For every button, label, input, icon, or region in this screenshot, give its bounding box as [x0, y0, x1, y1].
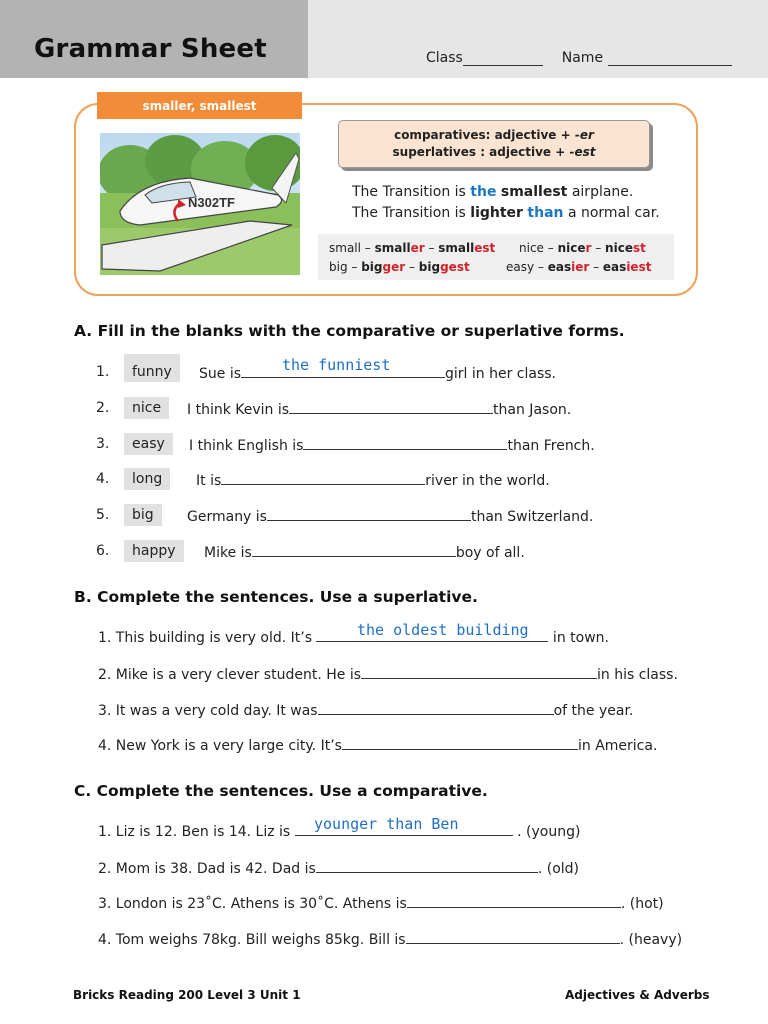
example-superlative: The Transition is the smallest airplane.	[352, 184, 634, 200]
section-c-item: 2. Mom is 38. Dad is 42. Dad is . (old)	[98, 861, 579, 877]
hint-word: happy	[124, 540, 184, 562]
rule-superlatives: superlatives : adjective + -est	[392, 145, 596, 159]
section-b-title: B. Complete the sentences. Use a superlative.	[74, 588, 478, 606]
section-b-item: 4. New York is a very large city. It’s in America.	[98, 738, 658, 754]
answer-blank[interactable]	[267, 507, 471, 521]
answer-blank[interactable]	[342, 736, 578, 750]
class-name-fields	[426, 50, 732, 66]
name-blank[interactable]	[608, 52, 732, 66]
forms-big: big – bigger – biggest	[329, 260, 470, 274]
hint-word: long	[124, 468, 170, 490]
section-b-item: 2. Mike is a very clever student. He is in his class.	[98, 667, 678, 683]
forms-small: small – smaller – smallest	[329, 241, 496, 255]
forms-nice: nice – nicer – nicest	[519, 241, 646, 255]
section-a-title: A. Fill in the blanks with the comparative or superlative forms.	[74, 322, 625, 340]
question-text: Sue is girl in her class.	[199, 366, 556, 382]
example-comparative: The Transition is lighter than a normal car.	[352, 205, 660, 221]
info-tab: smaller, smallest	[97, 92, 302, 119]
hint-word: easy	[124, 433, 173, 455]
airplane-illustration	[100, 133, 300, 275]
header-right-band	[308, 0, 768, 78]
question-text: Germany is than Switzerland.	[187, 509, 594, 525]
section-c-item: 3. London is 23˚C. Athens is 30˚C. Athens is . (hot)	[98, 896, 664, 912]
question-text: I think English is than French.	[189, 438, 595, 454]
footer-topic: Adjectives & Adverbs	[565, 988, 710, 1002]
forms-easy: easy – easier – easiest	[506, 260, 652, 274]
airplane-svg	[100, 133, 300, 275]
rule-comparatives: comparatives: adjective + -er	[394, 128, 594, 142]
section-b-item: 1. This building is very old. It’s in town.	[98, 630, 609, 646]
handwritten-answer: the funniest	[282, 356, 391, 374]
item-number: 6.	[96, 543, 110, 559]
section-c-item: 4. Tom weighs 78kg. Bill weighs 85kg. Bill is . (heavy)	[98, 932, 683, 948]
handwritten-answer: the oldest building	[357, 621, 529, 639]
answer-blank[interactable]	[318, 701, 554, 715]
hint-word: funny	[124, 354, 180, 382]
item-number: 4.	[96, 471, 110, 487]
section-b-item: 3. It was a very cold day. It was of the year.	[98, 703, 634, 719]
answer-blank[interactable]	[316, 859, 538, 873]
footer-book-title: Bricks Reading 200 Level 3 Unit 1	[73, 988, 301, 1002]
name-label: Name	[561, 50, 604, 66]
hint-word: nice	[124, 397, 169, 419]
answer-blank[interactable]	[221, 471, 425, 485]
item-number: 2.	[96, 400, 110, 416]
handwritten-answer: younger than Ben	[314, 815, 459, 833]
class-label: Class	[426, 50, 463, 66]
adjective-forms-box	[318, 234, 674, 280]
item-number: 5.	[96, 507, 110, 523]
item-number: 1.	[96, 364, 110, 380]
answer-blank[interactable]	[303, 436, 507, 450]
rule-card	[338, 120, 650, 168]
question-text: I think Kevin is than Jason.	[187, 402, 572, 418]
answer-blank[interactable]	[406, 930, 620, 944]
answer-blank[interactable]	[407, 894, 621, 908]
question-text: It is river in the world.	[196, 473, 550, 489]
section-c-item: 1. Liz is 12. Ben is 14. Liz is . (young)	[98, 824, 581, 840]
section-c-title: C. Complete the sentences. Use a comparative.	[74, 782, 488, 800]
answer-blank[interactable]	[289, 400, 493, 414]
page-header	[0, 0, 768, 78]
class-blank[interactable]	[463, 52, 543, 66]
hint-word: big	[124, 504, 162, 526]
question-text: Mike is boy of all.	[204, 545, 525, 561]
item-number: 3.	[96, 436, 110, 452]
page-title: Grammar Sheet	[34, 34, 267, 64]
answer-blank[interactable]	[361, 665, 597, 679]
answer-blank[interactable]	[252, 543, 456, 557]
plane-registration: N302TF	[188, 195, 235, 210]
